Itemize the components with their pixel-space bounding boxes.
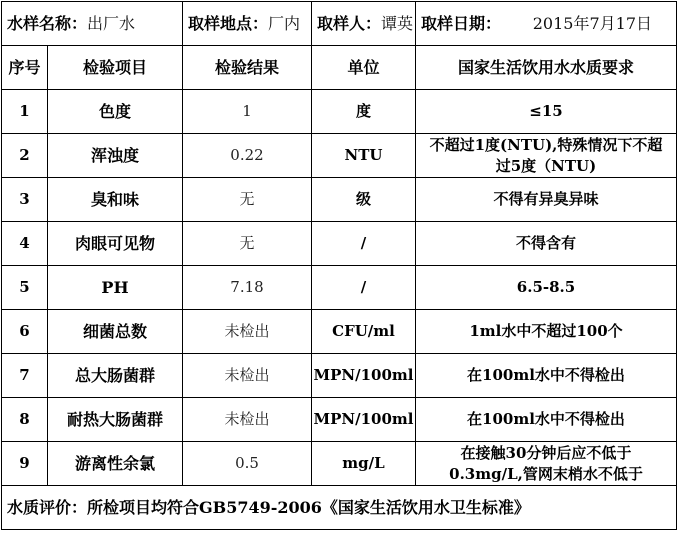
item-cell: 耐热大肠菌群 (48, 398, 183, 442)
column-header-no: 序号 (2, 46, 48, 90)
requirement-cell: 在接触30分钟后应不低于 0.3mg/L,管网末梢水不低于 (416, 442, 677, 486)
result-cell: 无 (183, 178, 312, 222)
item-cell: 细菌总数 (48, 310, 183, 354)
sampler-cell (312, 2, 416, 46)
unit-cell: mg/L (312, 442, 416, 486)
unit-cell: / (312, 222, 416, 266)
item-cell: 肉眼可见物 (48, 222, 183, 266)
column-header-item: 检验项目 (48, 46, 183, 90)
unit-cell: / (312, 266, 416, 310)
sampler-value: 谭英 (381, 14, 414, 33)
item-cell: 游离性余氯 (48, 442, 183, 486)
row-number-cell: 1 (2, 90, 48, 134)
sample-name-value: 出厂水 (87, 14, 136, 33)
requirement-cell: 不得含有 (416, 222, 677, 266)
item-cell: 总大肠菌群 (48, 354, 183, 398)
result-cell: 0.5 (183, 442, 312, 486)
unit-cell: CFU/ml (312, 310, 416, 354)
item-cell: 浑浊度 (48, 134, 183, 178)
evaluation-label: 水质评价： (7, 498, 88, 517)
result-cell: 0.22 (183, 134, 312, 178)
result-cell: 7.18 (183, 266, 312, 310)
item-cell: 臭和味 (48, 178, 183, 222)
sample-location-value: 厂内 (268, 14, 301, 33)
row-number-cell: 5 (2, 266, 48, 310)
result-cell: 未检出 (183, 310, 312, 354)
result-cell: 未检出 (183, 398, 312, 442)
requirement-cell: 不得有异臭异味 (416, 178, 677, 222)
row-number-cell: 6 (2, 310, 48, 354)
evaluation-text: 所检项目均符合GB5749-2006《国家生活饮用水卫生标准》 (87, 498, 530, 517)
row-number-cell: 4 (2, 222, 48, 266)
column-header-unit: 单位 (312, 46, 416, 90)
requirement-cell: ≤15 (416, 90, 677, 134)
unit-cell: 度 (312, 90, 416, 134)
column-header-result: 检验结果 (183, 46, 312, 90)
unit-cell: MPN/100ml (312, 398, 416, 442)
requirement-cell: 在100ml水中不得检出 (416, 398, 677, 442)
sample-date-cell (416, 2, 677, 46)
sample-location-cell (183, 2, 312, 46)
result-cell: 未检出 (183, 354, 312, 398)
row-number-cell: 7 (2, 354, 48, 398)
unit-cell: MPN/100ml (312, 354, 416, 398)
unit-cell: NTU (312, 134, 416, 178)
item-cell: 色度 (48, 90, 183, 134)
requirement-cell: 6.5-8.5 (416, 266, 677, 310)
item-cell: PH (48, 266, 183, 310)
sampler-label: 取样人： (317, 14, 382, 33)
water-quality-report-table (1, 1, 677, 530)
column-header-requirement: 国家生活饮用水水质要求 (416, 46, 677, 90)
sample-location-label: 取样地点： (188, 14, 269, 33)
sample-date-label: 取样日期： (421, 14, 502, 33)
result-cell: 无 (183, 222, 312, 266)
row-number-cell: 8 (2, 398, 48, 442)
sample-name-cell (2, 2, 183, 46)
row-number-cell: 2 (2, 134, 48, 178)
sample-date-value: 2015年7月17日 (532, 14, 652, 33)
evaluation-cell (2, 486, 677, 530)
unit-cell: 级 (312, 178, 416, 222)
result-cell: 1 (183, 90, 312, 134)
requirement-cell: 在100ml水中不得检出 (416, 354, 677, 398)
requirement-cell: 不超过1度(NTU),特殊情况下不超 过5度（NTU) (416, 134, 677, 178)
row-number-cell: 3 (2, 178, 48, 222)
requirement-cell: 1ml水中不超过100个 (416, 310, 677, 354)
row-number-cell: 9 (2, 442, 48, 486)
sample-name-label: 水样名称： (7, 14, 88, 33)
